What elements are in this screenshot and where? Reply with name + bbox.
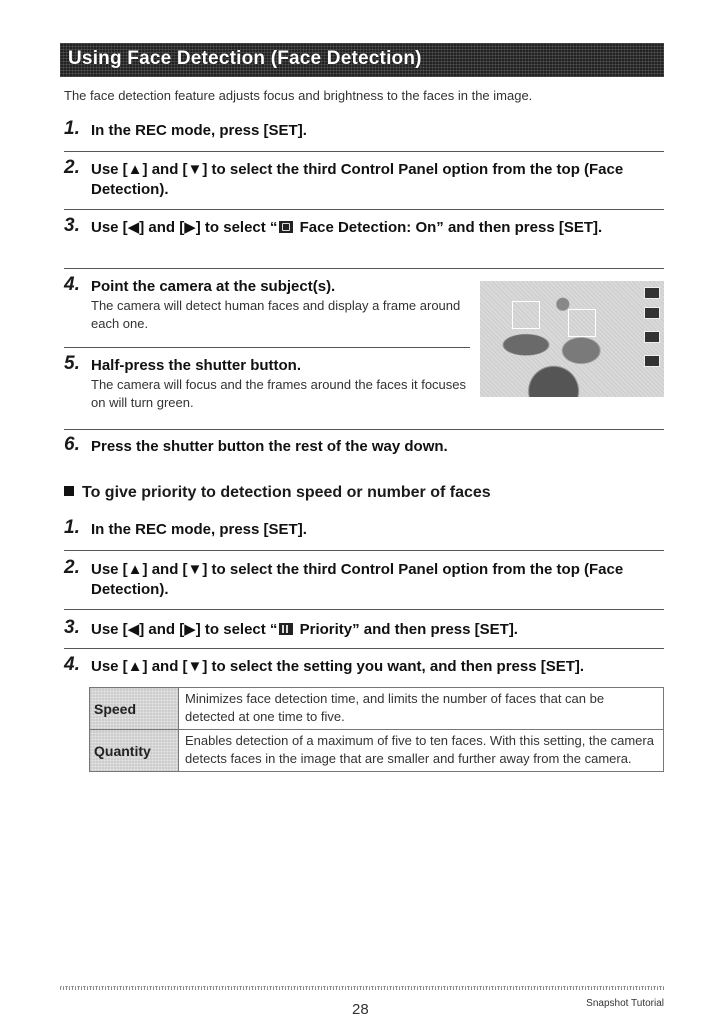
- step-number: 4.: [64, 654, 80, 675]
- step-text: Use [▲] and [▼] to select the setting you want, and then press [SET].: [91, 658, 585, 675]
- step-text: [91, 620, 666, 640]
- divider: [64, 648, 664, 649]
- step-number: 4.: [64, 274, 80, 295]
- camera-status-icon: [644, 307, 660, 319]
- footer-divider: [60, 986, 664, 990]
- camera-status-icon: [644, 355, 660, 367]
- option-description: Minimizes face detection time, and limits the number of faces that can be detected at one time to five.: [179, 688, 664, 730]
- step-text: In the REC mode, press [SET].: [91, 521, 307, 538]
- camera-status-icon: [644, 287, 660, 299]
- option-label: Quantity: [90, 730, 179, 772]
- step-text-after: Face Detection: On” and then press [SET].: [295, 219, 603, 236]
- step-text: In the REC mode, press [SET].: [91, 122, 307, 139]
- divider: [64, 151, 664, 152]
- divider: [64, 550, 664, 551]
- options-table: [89, 687, 664, 772]
- section-heading: [64, 484, 491, 502]
- step-number: 5.: [64, 353, 80, 374]
- step-text: Point the camera at the subject(s).: [91, 278, 336, 295]
- step-number: 3.: [64, 215, 80, 236]
- table-row: [90, 730, 664, 772]
- divider: [64, 209, 664, 210]
- section-title-banner: [60, 43, 664, 77]
- step-text: [91, 218, 666, 238]
- step-text: Half-press the shutter button.: [91, 357, 302, 374]
- option-description: Enables detection of a maximum of five to ten faces. With this setting, the camera detects faces in the image that are smaller and further away from the camera.: [179, 730, 664, 772]
- divider: [64, 609, 664, 610]
- intro-text: The face detection feature adjusts focus and brightness to the faces in the image.: [64, 88, 533, 103]
- step-number: 2.: [64, 157, 80, 178]
- bullet-square-icon: [64, 486, 74, 496]
- step-text: Use [▲] and [▼] to select the third Control Panel option from the top (Face Detection).: [91, 561, 624, 598]
- step-text-after: Priority” and then press [SET].: [295, 621, 518, 638]
- step-text: Use [▲] and [▼] to select the third Control Panel option from the top (Face Detection).: [91, 161, 624, 198]
- step-number: 6.: [64, 434, 80, 455]
- step-number: 3.: [64, 617, 80, 638]
- face-frame: [512, 301, 540, 329]
- step-number: 2.: [64, 557, 80, 578]
- page-title: Using Face Detection (Face Detection): [68, 48, 422, 69]
- face-detection-icon: [279, 221, 293, 233]
- step-number: 1.: [64, 118, 80, 139]
- step-subtext: The camera will detect human faces and display a frame around each one.: [91, 298, 461, 331]
- step-text-before: Use [◀] and [▶] to select “: [91, 219, 278, 236]
- step-text: Press the shutter button the rest of the way down.: [91, 438, 448, 455]
- priority-icon: [279, 623, 293, 635]
- divider: [64, 268, 664, 269]
- page-number: 28: [352, 1001, 369, 1018]
- step-number: 1.: [64, 517, 80, 538]
- table-row: [90, 688, 664, 730]
- camera-status-icon: [644, 331, 660, 343]
- footer-section-label: Snapshot Tutorial: [586, 998, 664, 1009]
- step-text-before: Use [◀] and [▶] to select “: [91, 621, 278, 638]
- section-heading-text: To give priority to detection speed or number of faces: [82, 484, 491, 501]
- option-label: Speed: [90, 688, 179, 730]
- step-subtext: The camera will focus and the frames around the faces it focuses on will turn green.: [91, 377, 467, 410]
- camera-preview-image: [480, 281, 664, 397]
- divider: [64, 429, 664, 430]
- divider: [64, 347, 470, 348]
- face-frame: [568, 309, 596, 337]
